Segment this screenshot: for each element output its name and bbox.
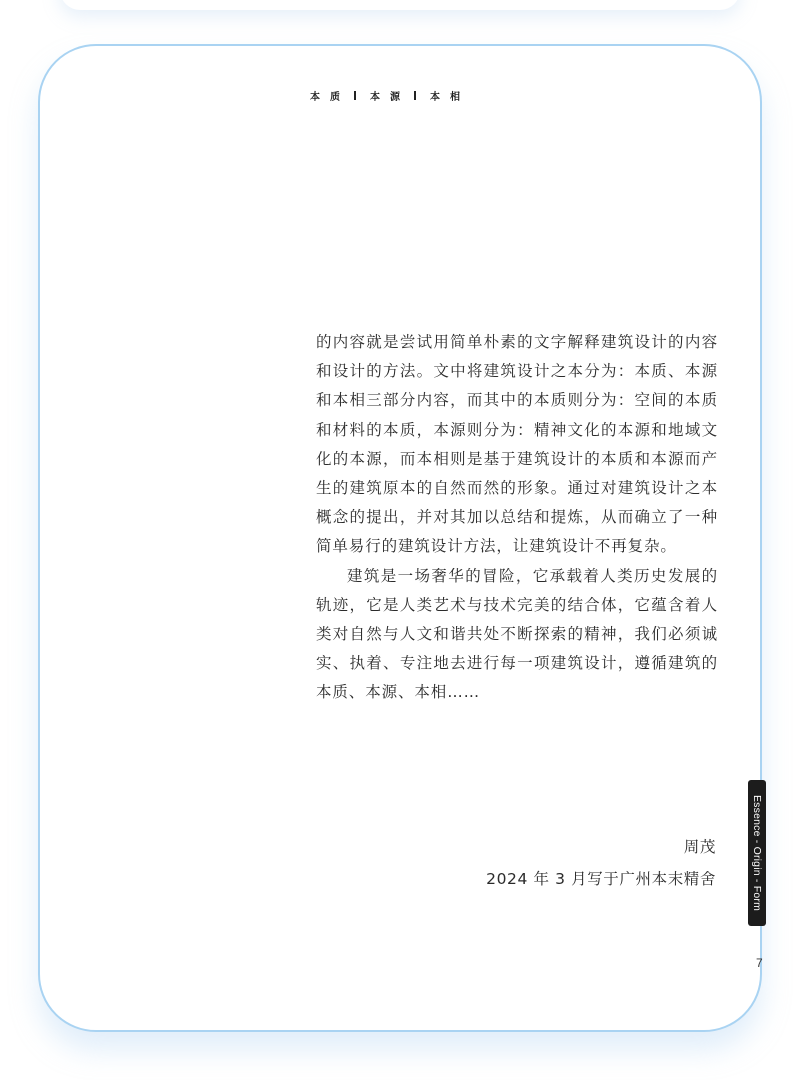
paragraph: 的内容就是尝试用简单朴素的文字解释建筑设计的内容和设计的方法。文中将建筑设计之本分为：本质、本源和本相三部分内容，而其中的本质则分为：空间的本质和材料的本质，本源则分为：精神文化的本源和地域文化的本源，而本相则是基于建筑设计的本质和本源而产生的建筑原本的自然而然的形象。通过对建筑设计之本概念的提出，并对其加以总结和提炼，从而确立了一种简单易行的建筑设计方法，让建筑设计不再复杂。 bbox=[316, 333, 718, 556]
side-tab bbox=[748, 780, 766, 926]
header-separator bbox=[354, 91, 356, 100]
header-separator bbox=[414, 91, 416, 100]
signature-block bbox=[486, 831, 716, 895]
body-text bbox=[316, 328, 718, 708]
side-tab-label: Essence - Origin - Form bbox=[751, 794, 763, 912]
date-place: 2024 年 3 月写于广州本末精舍 bbox=[486, 870, 716, 888]
paragraph: 建筑是一场奢华的冒险，它承载着人类历史发展的轨迹，它是人类艺术与技术完美的结合体，它蕴含着人类对自然与人文和谐共处不断探索的精神，我们必须诚实、执着、专注地去进行每一项建筑设计，遵循建筑的本质、本源、本相…… bbox=[316, 566, 718, 702]
header-segment-essence: 本质 bbox=[310, 92, 350, 103]
page-number: 7 bbox=[756, 956, 763, 970]
running-header bbox=[310, 88, 510, 103]
header-segment-form: 本相 bbox=[430, 92, 470, 103]
previous-page-edge bbox=[60, 0, 740, 10]
header-segment-origin: 本源 bbox=[370, 92, 410, 103]
author-name: 周茂 bbox=[683, 838, 716, 856]
